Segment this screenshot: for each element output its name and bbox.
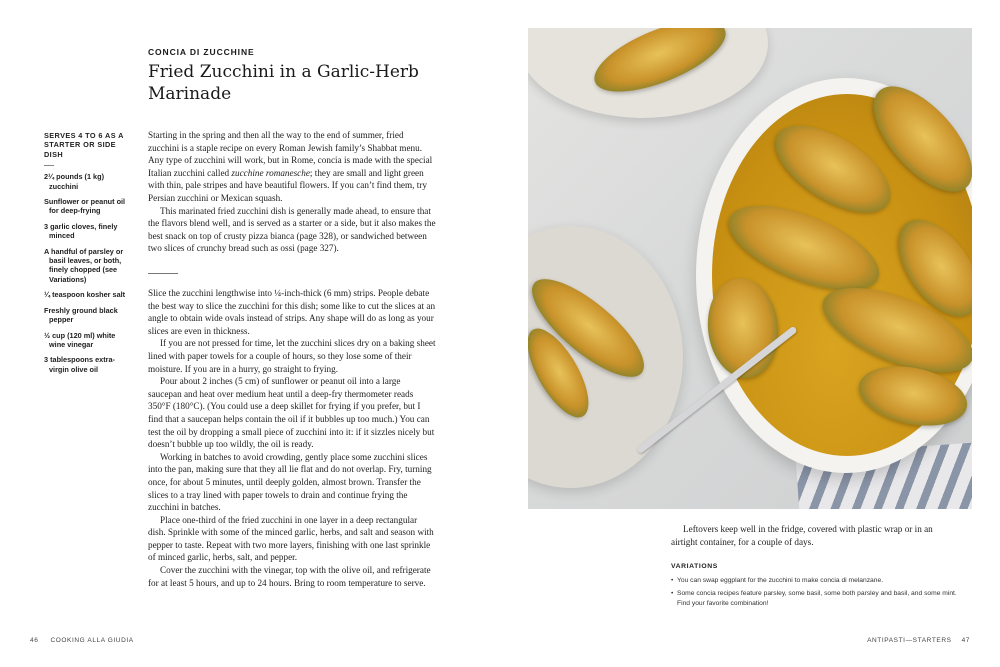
page-number: 46 [30,637,39,644]
recipe-italian-name: CONCIA DI ZUCCHINE [148,47,255,57]
variation-item: • You can swap eggplant for the zucchini to make concia di melanzane. [671,576,961,586]
method-step: Slice the zucchini lengthwise into ¼-inch-thick (6 mm) strips. People debate the best way to slice the zucchini for this dish; some like to cut the slices at an angle to obtain wide ovals instead of strips. Any shape will do as long as your slices are even in thickness. [148,288,436,336]
ingredient-item: ¼ teaspoon kosher salt [44,290,126,300]
ingredient-item: Freshly ground black pepper [44,305,118,325]
ingredient-item: ½ cup (120 ml) white wine vinegar [44,330,116,349]
running-head: ANTIPASTI—STARTERS [867,637,952,644]
section-divider [148,273,178,274]
recipe-title: Fried Zucchini in a Garlic-Herb Marinade [148,62,419,104]
ingredient-item: 3 tablespoons extra-virgin olive oil [44,355,115,374]
leftovers-note [671,523,961,549]
method-step: Place one-third of the fried zucchini in one layer in a deep rectangular dish. Sprinkle with some of the minced garlic, herbs, and salt and season with pepper to taste. Repeat with two more layers, finishing with one last sprinkle of minced garlic, herbs, salt, and pepper. [148,514,434,563]
method-step: If you are not pressed for time, let the zucchini slices dry on a baking sheet lined with paper towels for a couple of hours, so they lose some of their moisture. If you are in a hurry, go straight to frying. [148,338,436,374]
variation-item: • Some concia recipes feature parsley, some basil, some both parsley and basil, and some mint. Find your favorite combination! [671,589,961,609]
intro-italic-term: zucchine romanesche [231,167,310,178]
method-step: Working in batches to avoid crowding, gently place some zucchini slices into the pan, making sure that they all lie flat and do not overlap. Fry, turning once, for about 5 minutes, until deeply golden, almost brown. Transfer the slices to a tray lined with paper towels to drain and continue frying the zucchini in batches. [148,451,432,513]
method-step: Cover the zucchini with the vinegar, top with the olive oil, and refrigerate for at least 5 hours, and up to 24 hours. Bring to room temperature to serve. [148,565,431,588]
intro-paragraph: This marinated fried zucchini dish is generally made ahead, to ensure that the flavors blend well, and is served as a starter or a side, but it also makes the best snack on top of crusty pizza bianca (page 328), or sandwiched between two slices of crunchy bread such as ossi (page 327). [148,205,436,254]
recipe-method [148,287,436,589]
recipe-intro [148,129,436,255]
leftovers-text: Leftovers keep well in the fridge, covered with plastic wrap or in an airtight container, for a couple of days. [671,524,933,547]
left-folio [30,637,134,644]
intro-paragraph [148,129,436,205]
intro-text: Starting in the spring and then all the way to the end of summer, fried zucchini is a staple recipe on every Roman Jewish family’s Shabbat menu. Any type of zucchini will work, but in Rome, concia is made with the special Italian zucchini called [148,130,433,178]
recipe-photo [528,28,972,509]
ingredient-item: A handful of parsley or basil leaves, or both, finely chopped (see Variations) [44,246,124,284]
ingredients-sidebar [44,131,128,380]
ingredient-item: 2¼ pounds (1 kg) zucchini [44,172,105,191]
right-folio [867,637,970,644]
intro-text: ; they are small and light green with thin, pale stripes and have beautiful flowers. If you can’t find them, try Persian zucchini or Mexican squash. [148,167,427,203]
variations-list [671,576,961,612]
running-head: COOKING ALLA GIUDIA [50,637,134,644]
page-number: 47 [961,637,970,644]
method-step: Pour about 2 inches (5 cm) of sunflower or peanut oil into a large saucepan and heat over medium heat until a deep-fry thermometer reads 350°F (180°C). (You could use a deep skillet for frying if you prefer, but I find that a saucepan helps contain the oil if it bubbles up too much.) You can test the oil by dropping a small piece of zucchini into it: if it sizzles nicely but doesn’t bubble up too wildly, the oil is ready. [148,376,435,450]
ingredient-item: 3 garlic cloves, finely minced [44,221,118,241]
sidebar-divider [44,165,54,166]
ingredient-item: Sunflower or peanut oil for deep-frying [44,197,126,216]
serves-label: SERVES 4 TO 6 AS A STARTER OR SIDE DISH [44,131,124,159]
variations-heading: VARIATIONS [671,563,718,570]
